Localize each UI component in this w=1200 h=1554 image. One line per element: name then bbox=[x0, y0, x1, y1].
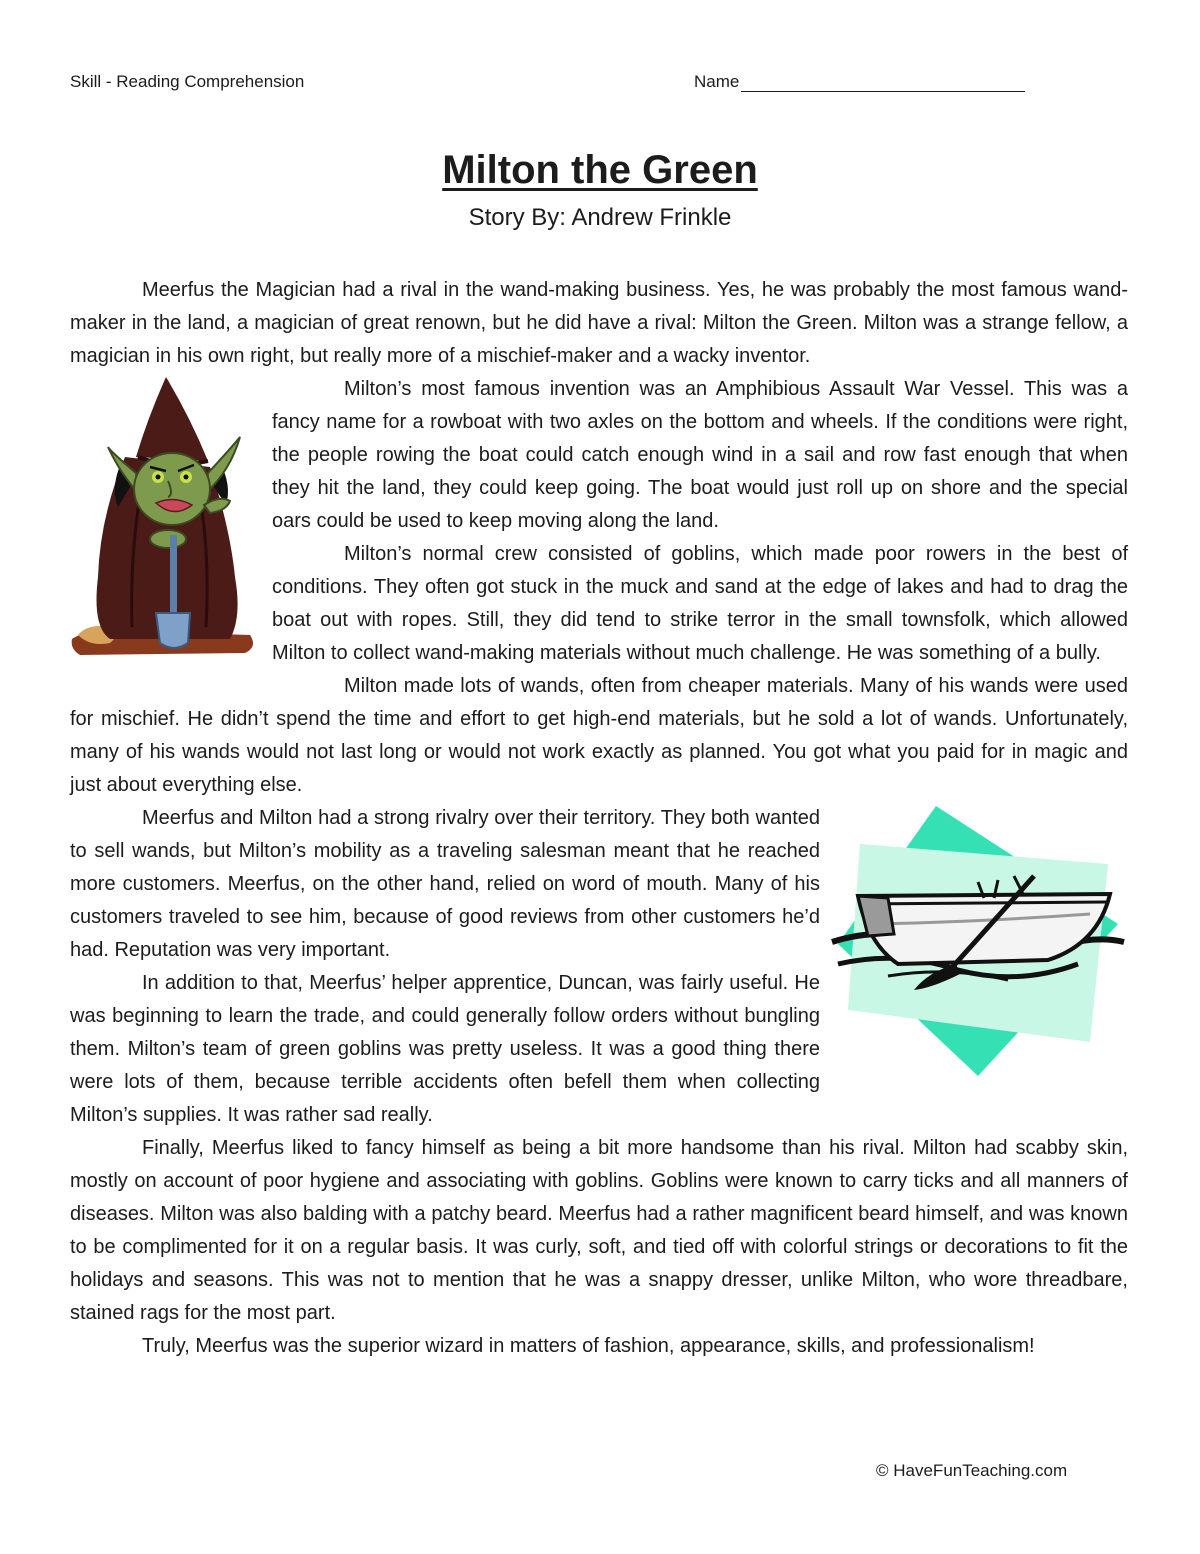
paragraph-4: Milton made lots of wands, often from cheaper materials. Many of his wands were used for mischief. He didn’t spend the time and effort to get high-end materials, but he sold a lot of wands. Unfortunately, many of his wands would not last long or would not work exactly as planned. You got what you paid for in magic and just about everything else. bbox=[70, 675, 1128, 796]
story-title: Milton the Green bbox=[442, 148, 758, 192]
paragraph-8: Truly, Meerfus was the superior wizard in matters of fashion, appearance, skills, and professionalism! bbox=[142, 1335, 1035, 1357]
paragraph-2: Milton’s most famous invention was an Amphibious Assault War Vessel. This was a fancy name for a rowboat with two axles on the bottom and wheels. If the conditions were right, the people rowing the boat could catch enough wind in a sail and row fast enough that when they hit the land, they could keep going. The boat would just roll up on shore and the special oars could be used to keep moving along the land. bbox=[272, 378, 1128, 532]
name-label: Name bbox=[694, 72, 740, 91]
paragraph-5: Meerfus and Milton had a strong rivalry over their territory. They both wanted to sell wands, but Milton’s mobility as a traveling salesman meant that he reached more customers. Meerfus, on the other hand, relied on word of mouth. Many of his customers traveled to see him, because of good reviews from other customers he’d had. Reputation was very important. bbox=[70, 807, 820, 961]
skill-label: Skill - Reading Comprehension bbox=[70, 72, 305, 91]
rowboat-illustration bbox=[828, 804, 1128, 1080]
story-byline: Story By: Andrew Frinkle bbox=[468, 204, 732, 231]
paragraph-1: Meerfus the Magician had a rival in the wand-making business. Yes, he was probably the most famous wand-maker in the land, a magician of great renown, but he did have a rival: Milton the Green. Milton was a strange fellow, a magician in his own right, but really more of a mischief-maker and a wacky inventor. bbox=[70, 279, 1128, 367]
paragraph-7: Finally, Meerfus liked to fancy himself as being a bit more handsome than his rival. Milton had scabby skin, mostly on account of poor hygiene and associating with goblins. Goblins were known to carry ticks and all manners of diseases. Milton was also balding with a patchy beard. Meerfus had a rather magnificent beard himself, and was known to be complimented for it on a regular basis. It was curly, soft, and tied off with colorful strings or decorations to fit the holidays and seasons. This was not to mention that he was a snappy dresser, unlike Milton, who wore threadbare, stained rags for the most part. bbox=[70, 1137, 1128, 1324]
name-blank-line[interactable] bbox=[741, 73, 1025, 92]
goblin-illustration bbox=[70, 377, 272, 677]
name-field[interactable] bbox=[694, 72, 1025, 92]
paragraph-6: In addition to that, Meerfus’ helper apprentice, Duncan, was fairly useful. He was beginning to learn the trade, and could generally follow orders without bungling them. Milton’s team of green goblins was pretty useless. It was a good thing there were lots of them, because terrible accidents often befell them when collecting Milton’s supplies. It was rather sad really. bbox=[70, 972, 820, 1126]
paragraph-3: Milton’s normal crew consisted of goblins, which made poor rowers in the best of conditions. They often got stuck in the muck and sand at the edge of lakes and had to drag the boat out with ropes. Still, they did tend to strike terror in the small townsfolk, which allowed Milton to collect wand-making materials without much challenge. He was something of a bully. bbox=[272, 543, 1128, 664]
story-body bbox=[70, 274, 1128, 1363]
copyright-footer: © HaveFunTeaching.com bbox=[876, 1461, 1068, 1480]
